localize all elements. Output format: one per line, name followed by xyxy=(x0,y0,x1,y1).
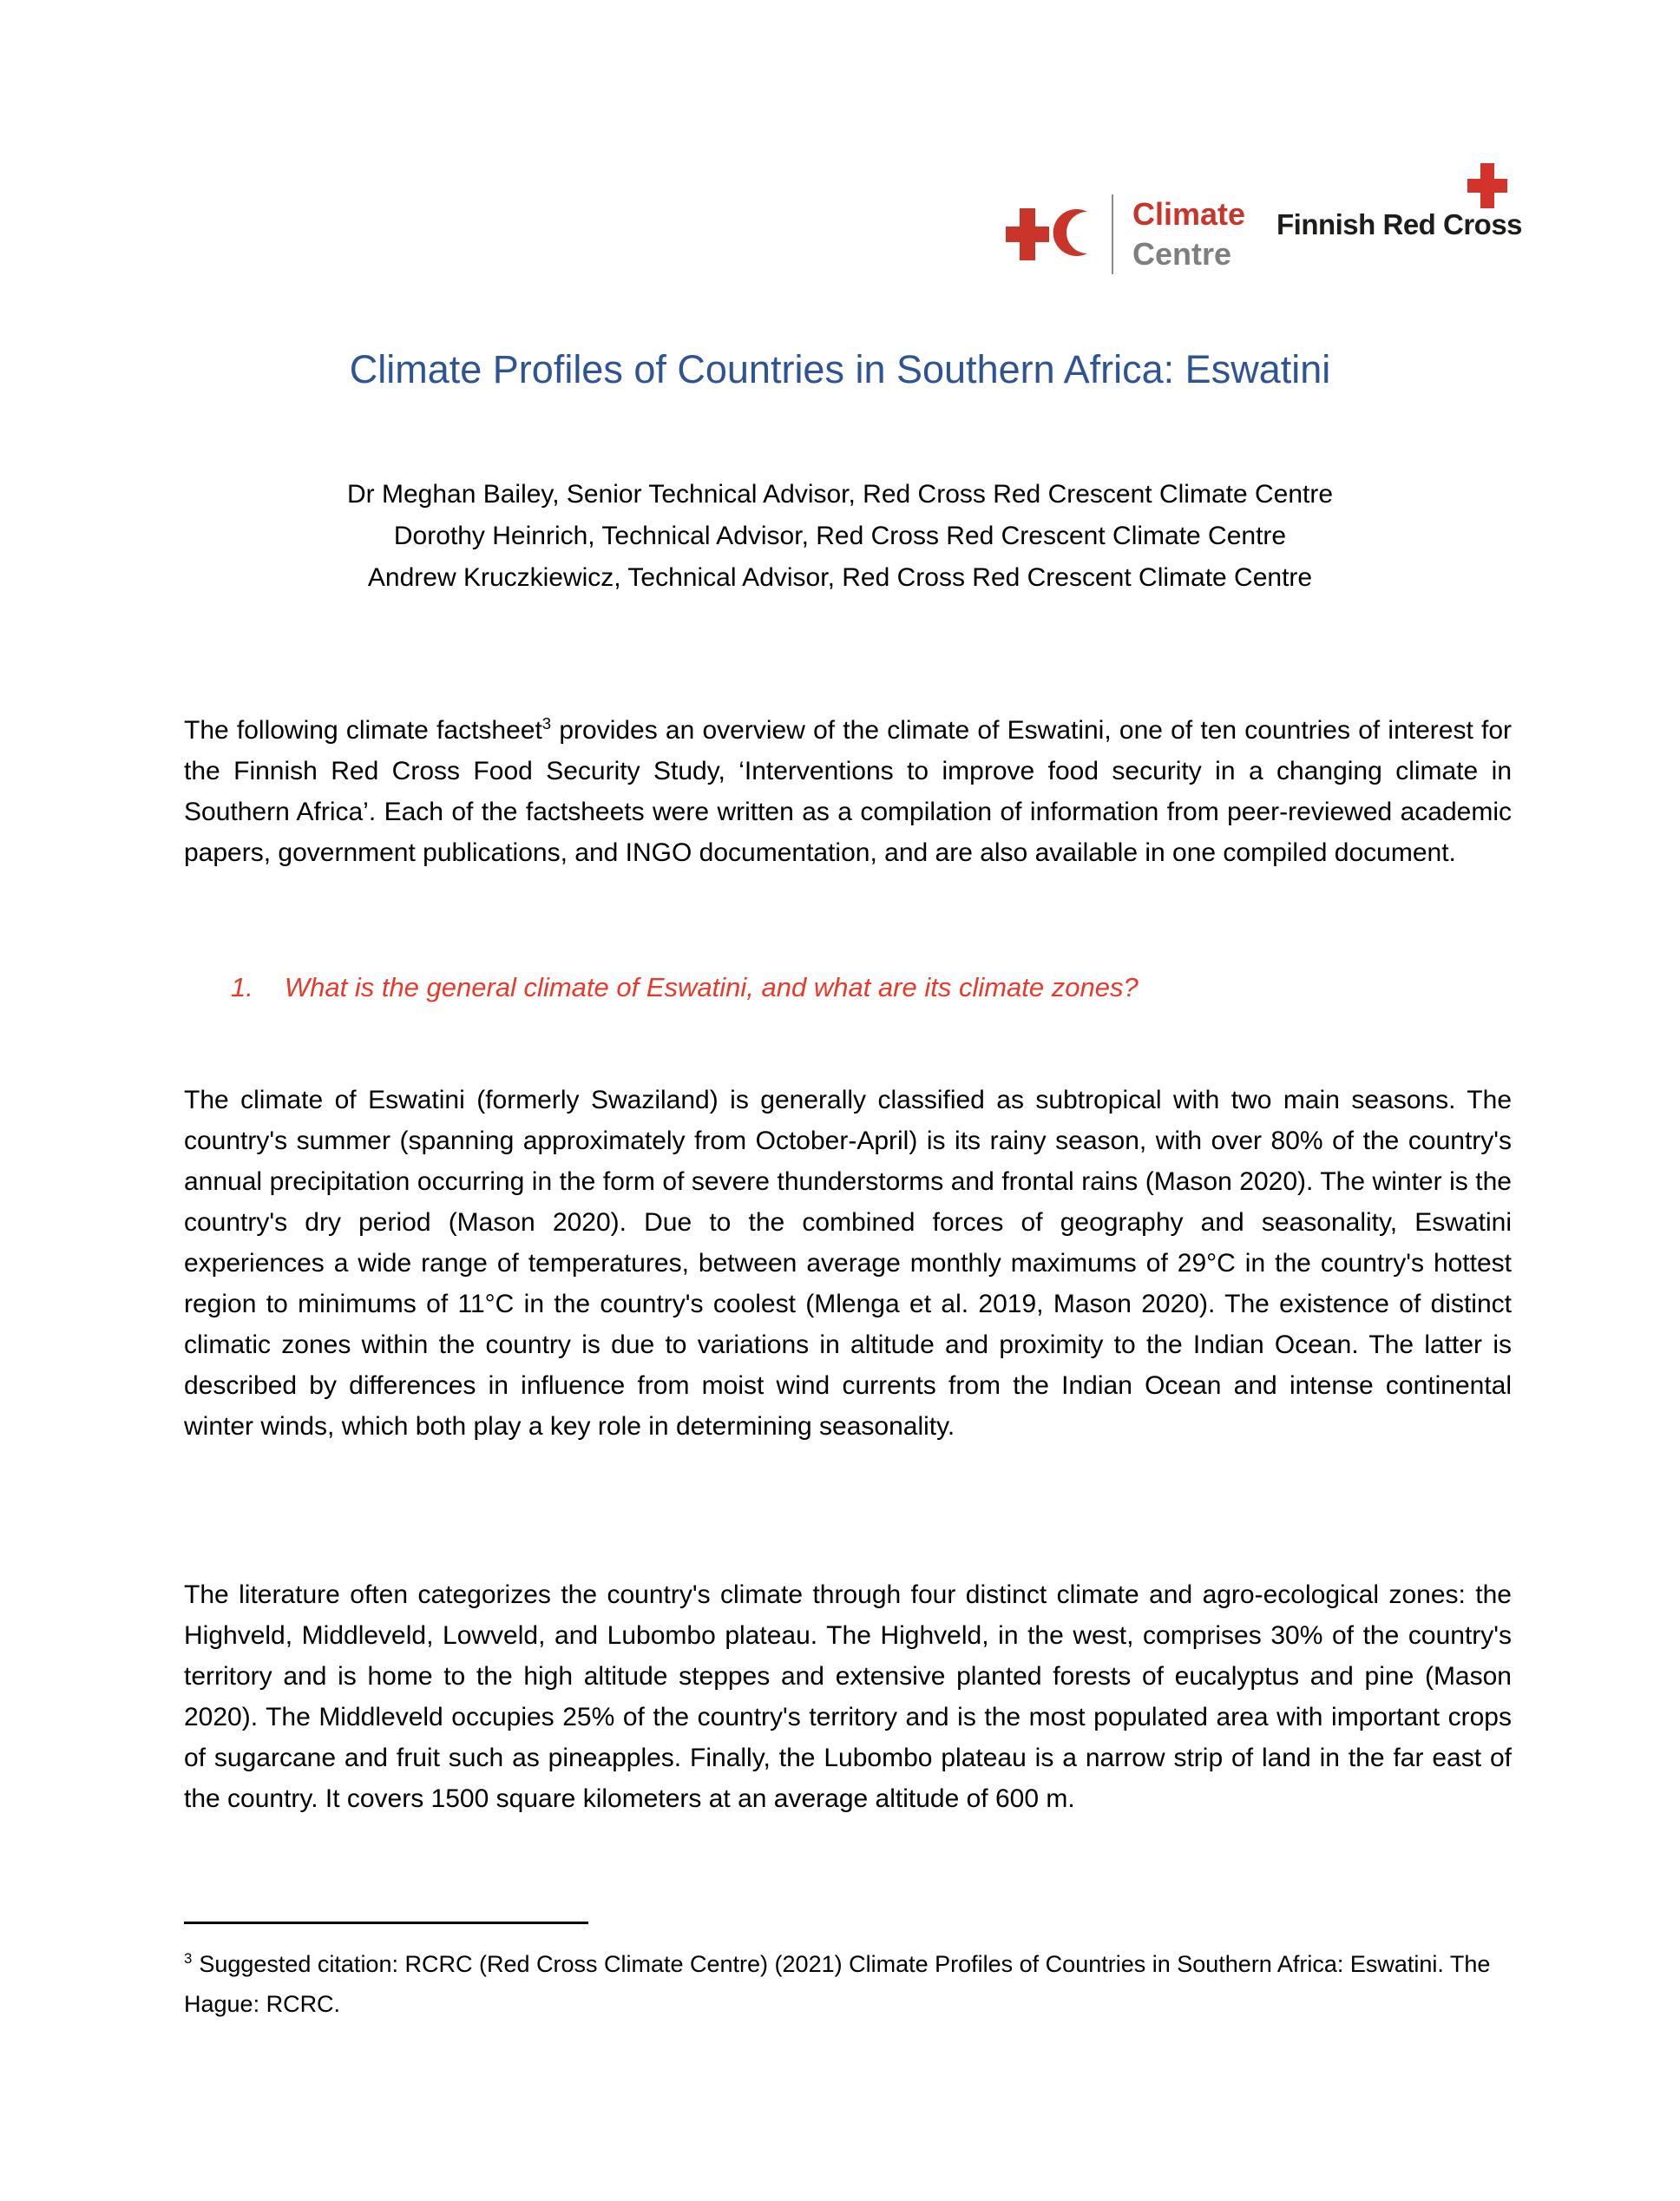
page-title: Climate Profiles of Countries in Southern Africa: Eswatini xyxy=(349,347,1331,391)
footnote xyxy=(184,1944,1512,2024)
author-list xyxy=(0,474,1680,599)
footnote-separator-rule xyxy=(184,1922,588,1924)
author-line: Dorothy Heinrich, Technical Advisor, Red Cross Red Crescent Climate Centre xyxy=(393,522,1287,550)
section-1-question: What is the general climate of Eswatini, and what are its climate zones? xyxy=(284,972,1139,1002)
climate-overview-paragraph: The climate of Eswatini (formerly Swaziland) is generally classified as subtropical with two main seasons. The country's summer (spanning approximately from October-April) is its rainy season, with over 80% of the country's annual precipitation occurring in the form of severe thunderstorms and frontal rains (Mason 2020). The winter is the country's dry period (Mason 2020). Due to the combined forces of geography and seasonality, Eswatini experiences a wide range of temperatures, between average monthly maximums of 29°C in the country's hottest region to minimums of 11°C in the country's coolest (Mlenga et al. 2019, Mason 2020). The existence of distinct climatic zones within the country is due to variations in altitude and proximity to the Indian Ocean. The latter is described by differences in influence from moist wind currents from the Indian Ocean and intense continental winter winds, which both play a key role in determining seasonality. xyxy=(184,1086,1512,1441)
red-crescent-icon xyxy=(1053,207,1093,259)
intro-text-before-ref: The following climate factsheet xyxy=(184,716,542,745)
red-cross-icon xyxy=(1006,208,1049,260)
author-line: Andrew Kruczkiewicz, Technical Advisor, Red Cross Red Crescent Climate Centre xyxy=(367,563,1313,592)
finnish-red-cross-icon xyxy=(1467,163,1507,208)
footnote-marker: 3 xyxy=(184,1950,193,1967)
climate-zones-paragraph: The literature often categorizes the country's climate through four distinct climate and agro-ecological zones: the Highveld, Middleveld, Lowveld, and Lubombo plateau. The Highveld, in the west, comprises 30% of the country's territory and is home to the high altitude steppes and extensive planted forests of eucalyptus and pine (Mason 2020). The Middleveld occupies 25% of the country's territory and is the most populated area with important crops of sugarcane and fruit such as pineapples. Finally, the Lubombo plateau is a narrow strip of land in the far east of the country. It covers 1500 square kilometers at an average altitude of 600 m. xyxy=(184,1580,1512,1813)
intro-paragraph xyxy=(184,710,1512,873)
climate-centre-logo-text xyxy=(1132,194,1245,274)
intro-text-after-ref: provides an overview of the climate of Eswatini, one of ten countries of interest for the Finnish Red Cross Food Security Study, ‘Interventions to improve food security in a changing climate in Southern Africa’. Each of the factsheets were written as a compilation of information from peer-reviewed academic papers, government publications, and INGO documentation, and are also available in one compiled document. xyxy=(184,716,1512,867)
author-line: Dr Meghan Bailey, Senior Technical Advisor, Red Cross Red Crescent Climate Centre xyxy=(346,480,1334,509)
header-logos xyxy=(1002,163,1523,285)
section-1-number: 1. xyxy=(231,972,253,1002)
logo-divider xyxy=(1112,194,1113,274)
climate-centre-word2: Centre xyxy=(1132,236,1232,272)
footnote-text: Suggested citation: RCRC (Red Cross Climate Centre) (2021) Climate Profiles of Countries in Southern Africa: Eswatini. The Hague: RCRC. xyxy=(184,1951,1491,2017)
footnote-reference: 3 xyxy=(541,714,552,733)
climate-centre-word1: Climate xyxy=(1132,196,1246,232)
finnish-red-cross-label: Finnish Red Cross xyxy=(1276,208,1523,240)
section-1-heading xyxy=(231,970,1139,1005)
